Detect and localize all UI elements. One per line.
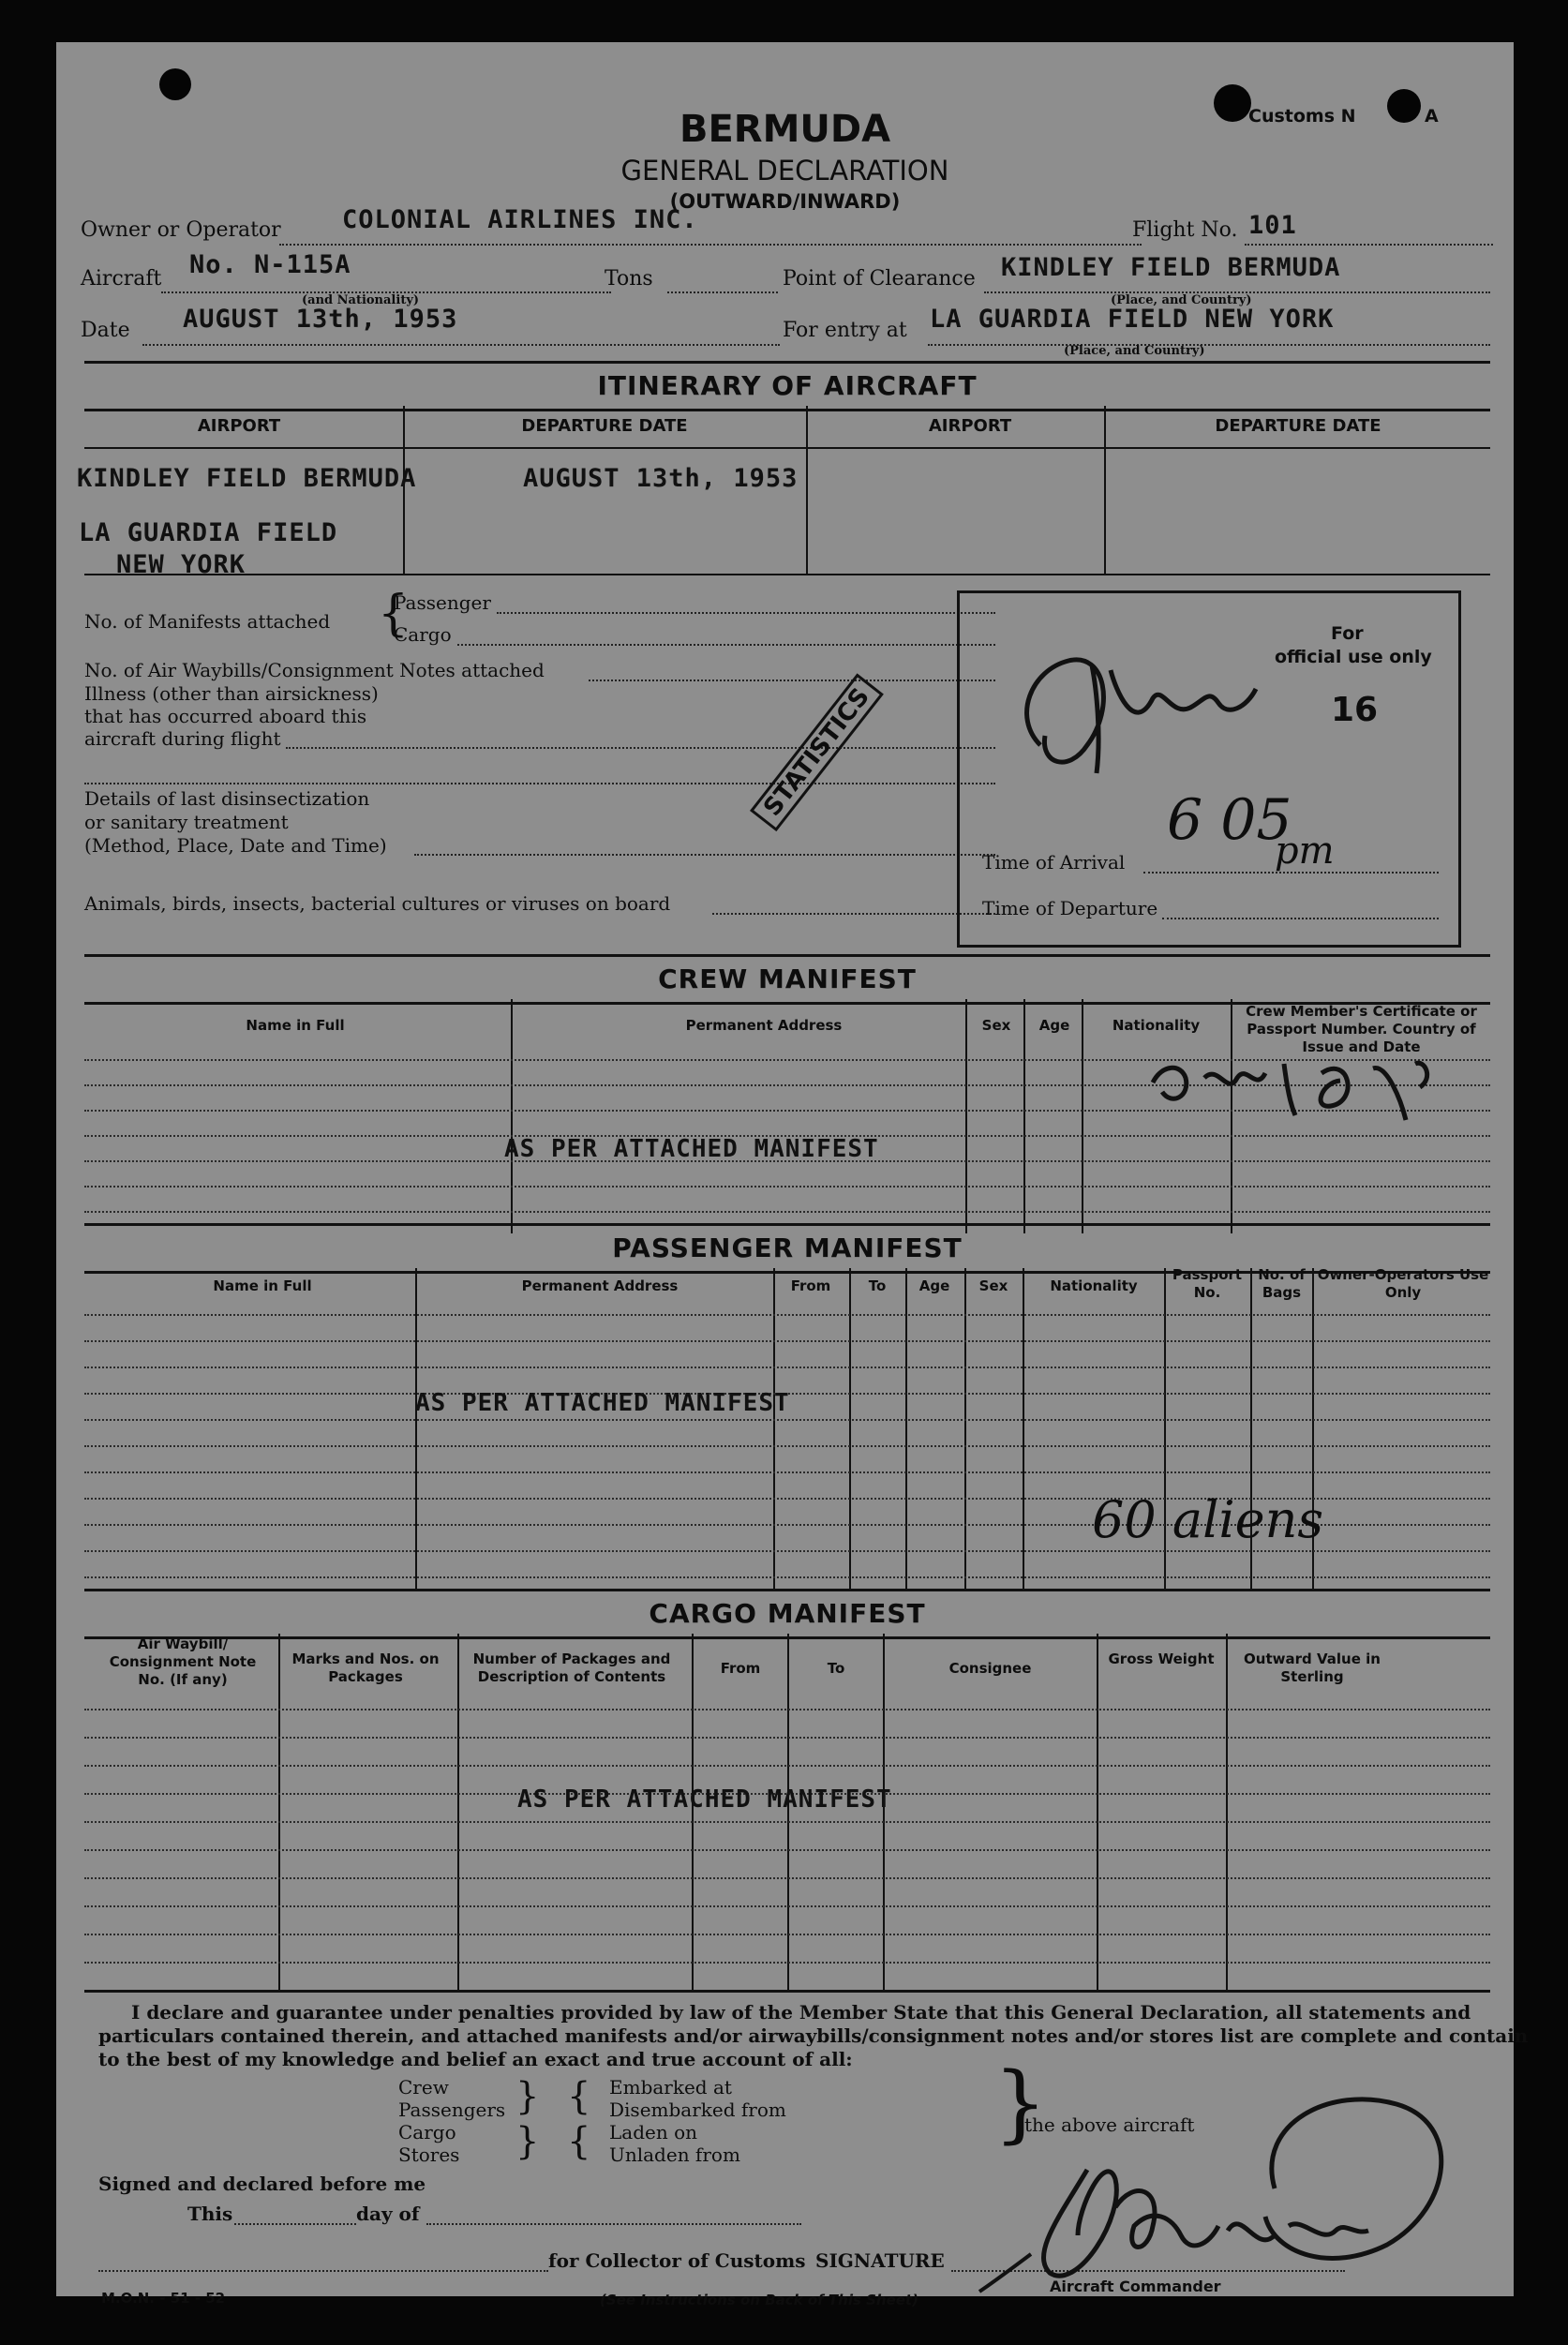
manifests-passenger-label: Passenger — [394, 591, 491, 614]
passenger-stamp: AS PER ATTACHED MANIFEST — [415, 1389, 790, 1417]
declaration-item-stores: Stores — [398, 2143, 460, 2166]
day-of-line — [426, 2223, 801, 2225]
customs-number-suffix: A — [1425, 106, 1439, 127]
tons-line — [667, 291, 778, 293]
cargo-row-line-7 — [84, 1877, 1490, 1879]
manifests-label: No. of Manifests attached — [84, 610, 331, 633]
crew-heading: CREW MANIFEST — [84, 954, 1490, 1005]
illness-line-2 — [84, 783, 995, 784]
signature-label: SIGNATURE — [815, 2249, 945, 2272]
punch-hole-left — [159, 68, 191, 100]
passenger-row-line-11 — [84, 1576, 1490, 1578]
flight-value: 101 — [1248, 211, 1297, 240]
crew-col-certificate: Crew Member's Certificate or Passport Number. Country of Issue and Date — [1246, 1003, 1477, 1055]
illness-line — [286, 747, 995, 749]
declaration-line-1: I declare and guarantee under penalties provided by law of the Member State that this General Declaration, all statements and — [131, 2001, 1471, 2024]
official-use-label: official use only — [1275, 647, 1432, 667]
passenger-divider-3 — [849, 1268, 851, 1591]
crew-col-age: Age — [1038, 1017, 1070, 1034]
disinsect-label-2: or sanitary treatment — [84, 811, 289, 833]
arrival-pm: pm — [1275, 829, 1335, 873]
official-initials-signature — [1003, 633, 1303, 801]
passenger-col-bags: No. of Bags — [1258, 1266, 1306, 1301]
crew-stamp: AS PER ATTACHED MANIFEST — [504, 1135, 879, 1163]
disinsect-label-3: (Method, Place, Date and Time) — [84, 834, 387, 857]
owner-line — [279, 244, 1142, 246]
itinerary-col-airport-2: AIRPORT — [928, 416, 1012, 436]
passenger-row-line-6 — [84, 1445, 1490, 1447]
cargo-divider-7 — [1226, 1634, 1228, 1990]
itinerary-heading: ITINERARY OF AIRCRAFT — [84, 361, 1490, 411]
date-line — [142, 344, 780, 346]
cargo-col-consignee: Consignee — [948, 1660, 1032, 1677]
passenger-row-line-3 — [84, 1367, 1490, 1368]
declaration-brace-4: { — [567, 2120, 591, 2163]
clearance-label: Point of Clearance — [783, 267, 976, 291]
declaration-line-2: particulars contained therein, and attached manifests and/or airwaybills/consignment notes and/or stores list are complete and contain — [98, 2024, 1529, 2047]
passenger-col-owner: Owner-Operators Use Only — [1317, 1266, 1489, 1301]
declaration-item-crew: Crew — [398, 2076, 449, 2099]
owner-value: COLONIAL AIRLINES INC. — [342, 205, 698, 234]
itinerary-bottom-rule — [84, 574, 1490, 575]
passenger-col-address: Permanent Address — [521, 1277, 679, 1294]
official-number: 16 — [1331, 691, 1379, 729]
crew-col-sex: Sex — [981, 1017, 1011, 1034]
manifests-brace: { — [378, 586, 410, 642]
cargo-row-line-6 — [84, 1849, 1490, 1851]
passenger-col-name: Name in Full — [213, 1277, 312, 1294]
illness-label-1: Illness (other than airsickness) — [84, 682, 379, 705]
cargo-row-line-5 — [84, 1821, 1490, 1823]
passenger-row-line-10 — [84, 1550, 1490, 1552]
instructions-note: (See Instructions on Back of This Sheet) — [600, 2292, 918, 2308]
disinsect-line — [414, 854, 995, 856]
crew-divider-2 — [965, 999, 967, 1233]
signed-declared-label: Signed and declared before me — [98, 2173, 426, 2195]
entry-label: For entry at — [783, 319, 907, 342]
declaration-brace-2: } — [515, 2120, 540, 2163]
owner-label: Owner or Operator — [81, 218, 281, 242]
animals-label: Animals, birds, insects, bacterial cultures or viruses on board — [84, 892, 671, 915]
arrival-label: Time of Arrival — [982, 851, 1126, 874]
form-code: M.O.N. - 51 - 52 — [101, 2290, 226, 2307]
passenger-divider-6 — [1023, 1268, 1024, 1591]
crew-divider-3 — [1023, 999, 1025, 1233]
entry-note: (Place, and Country) — [1064, 344, 1205, 358]
illness-label-2: that has occurred aboard this — [84, 705, 367, 727]
declaration-brace-5: } — [993, 2054, 1048, 2153]
entry-value: LA GUARDIA FIELD NEW YORK — [930, 305, 1335, 334]
passenger-heading: PASSENGER MANIFEST — [84, 1223, 1490, 1274]
official-for-label: For — [1331, 623, 1364, 644]
form-subtitle: GENERAL DECLARATION — [620, 155, 949, 187]
crew-divider-1 — [511, 999, 513, 1233]
date-value: AUGUST 13th, 1953 — [183, 305, 458, 334]
waybills-line — [589, 680, 995, 681]
passenger-col-sex: Sex — [978, 1277, 1008, 1294]
collector-label: for Collector of Customs — [548, 2249, 806, 2272]
cargo-col-packages: Number of Packages and Description of Contents — [472, 1650, 671, 1685]
customs-number-label: Customs N — [1248, 106, 1356, 127]
cargo-divider-1 — [278, 1634, 280, 1990]
crew-row-line-7 — [84, 1211, 1490, 1213]
flight-line — [1245, 244, 1493, 246]
declaration-form — [56, 42, 1529, 2308]
passenger-col-to: To — [868, 1277, 887, 1294]
itinerary-col-date-2: DEPARTURE DATE — [1215, 416, 1381, 436]
departure-line — [1162, 918, 1439, 919]
itinerary-divider-3 — [1104, 406, 1106, 575]
statistics-stamp: STATISTICS — [750, 673, 884, 831]
passenger-col-nationality: Nationality — [1050, 1277, 1138, 1294]
declaration-brace-3: { — [567, 2075, 591, 2118]
cargo-col-marks: Marks and Nos. on Packages — [291, 1650, 440, 1685]
declaration-line-3: to the best of my knowledge and belief an exact and true account of all: — [98, 2048, 853, 2070]
crew-col-nationality: Nationality — [1112, 1017, 1201, 1034]
this-label: This — [187, 2203, 233, 2225]
crew-col-address: Permanent Address — [685, 1017, 843, 1034]
passenger-divider-2 — [773, 1268, 775, 1591]
passenger-divider-1 — [415, 1268, 417, 1591]
aircraft-value: No. N-115A — [189, 250, 351, 279]
itinerary-col-date-1: DEPARTURE DATE — [521, 416, 688, 436]
declaration-unladen: Unladen from — [609, 2143, 740, 2166]
flight-label: Flight No. — [1132, 218, 1238, 242]
form-title: BERMUDA — [679, 108, 891, 151]
itinerary-header-rule — [84, 447, 1490, 449]
declaration-embarked: Embarked at — [609, 2076, 732, 2099]
collector-line — [98, 2270, 548, 2272]
passenger-col-from: From — [790, 1277, 831, 1294]
illness-label-3: aircraft during flight — [84, 727, 281, 750]
cargo-col-from: From — [720, 1660, 761, 1677]
clearance-note: (Place, and Country) — [1111, 293, 1252, 307]
manifests-passenger-line — [497, 612, 995, 614]
itinerary-col-airport-1: AIRPORT — [197, 416, 281, 436]
disinsect-label-1: Details of last disinsectization — [84, 787, 370, 810]
declaration-item-cargo: Cargo — [398, 2121, 456, 2143]
arrival-time: 6 05 — [1167, 787, 1292, 853]
departure-label: Time of Departure — [982, 897, 1158, 919]
cargo-row-line-10 — [84, 1962, 1490, 1964]
this-line — [234, 2223, 356, 2225]
cargo-row-line-8 — [84, 1905, 1490, 1907]
animals-line — [712, 913, 995, 915]
day-of-label: day of — [356, 2203, 420, 2225]
entry-line — [928, 344, 1490, 346]
crew-row-line-6 — [84, 1186, 1490, 1187]
cargo-col-value: Outward Value in Sterling — [1244, 1650, 1381, 1685]
cargo-row-line-9 — [84, 1934, 1490, 1935]
form-direction: (OUTWARD/INWARD) — [669, 190, 901, 213]
manifests-cargo-label: Cargo — [394, 623, 452, 646]
passenger-col-passport: Passport No. — [1172, 1266, 1243, 1301]
commander-label: Aircraft Commander — [1050, 2278, 1221, 2295]
passenger-divider-4 — [905, 1268, 907, 1591]
crew-divider-4 — [1082, 999, 1083, 1233]
cargo-row-line-2 — [84, 1737, 1490, 1739]
declaration-brace-1: } — [515, 2075, 540, 2118]
passenger-row-line-5 — [84, 1419, 1490, 1421]
cargo-col-to: To — [827, 1660, 845, 1677]
cargo-heading: CARGO MANIFEST — [84, 1589, 1490, 1639]
passenger-row-line-1 — [84, 1314, 1490, 1316]
passenger-divider-5 — [964, 1268, 966, 1591]
clearance-value: KINDLEY FIELD BERMUDA — [1001, 253, 1341, 282]
aircraft-note: (and Nationality) — [302, 293, 420, 307]
cargo-row-line-3 — [84, 1765, 1490, 1767]
cargo-bottom-rule — [84, 1990, 1490, 1993]
manifests-cargo-line — [457, 644, 995, 646]
declaration-disembarked: Disembarked from — [609, 2099, 786, 2121]
passenger-row-line-7 — [84, 1471, 1490, 1473]
itinerary-row2-airport: LA GUARDIA FIELD — [79, 518, 338, 547]
waybills-label: No. of Air Waybills/Consignment Notes attached — [84, 659, 545, 681]
passenger-col-age: Age — [918, 1277, 950, 1294]
declaration-item-passengers: Passengers — [398, 2099, 506, 2121]
cargo-divider-2 — [457, 1634, 459, 1990]
aircraft-label: Aircraft — [81, 267, 162, 291]
date-label: Date — [81, 319, 130, 342]
tons-label: Tons — [605, 267, 653, 291]
crew-col-name: Name in Full — [246, 1017, 345, 1034]
passenger-handwritten-count: 60 aliens — [1092, 1490, 1324, 1549]
cargo-col-weight: Gross Weight — [1108, 1650, 1215, 1667]
cargo-stamp: AS PER ATTACHED MANIFEST — [517, 1785, 892, 1814]
crew-handwriting — [1134, 1026, 1453, 1129]
cargo-row-line-1 — [84, 1709, 1490, 1710]
declaration-laden: Laden on — [609, 2121, 698, 2143]
cargo-col-waybill: Air Waybill/ Consignment Note No. (If any) — [109, 1636, 257, 1688]
itinerary-divider-2 — [806, 406, 808, 575]
commander-signature — [975, 2067, 1453, 2296]
cargo-divider-6 — [1097, 1634, 1098, 1990]
itinerary-row1-airport: KINDLEY FIELD BERMUDA — [77, 464, 417, 493]
itinerary-row1-date: AUGUST 13th, 1953 — [523, 464, 799, 493]
above-aircraft-label: the above aircraft — [1024, 2113, 1195, 2136]
passenger-row-line-2 — [84, 1340, 1490, 1342]
itinerary-row3-airport: NEW YORK — [116, 550, 246, 579]
